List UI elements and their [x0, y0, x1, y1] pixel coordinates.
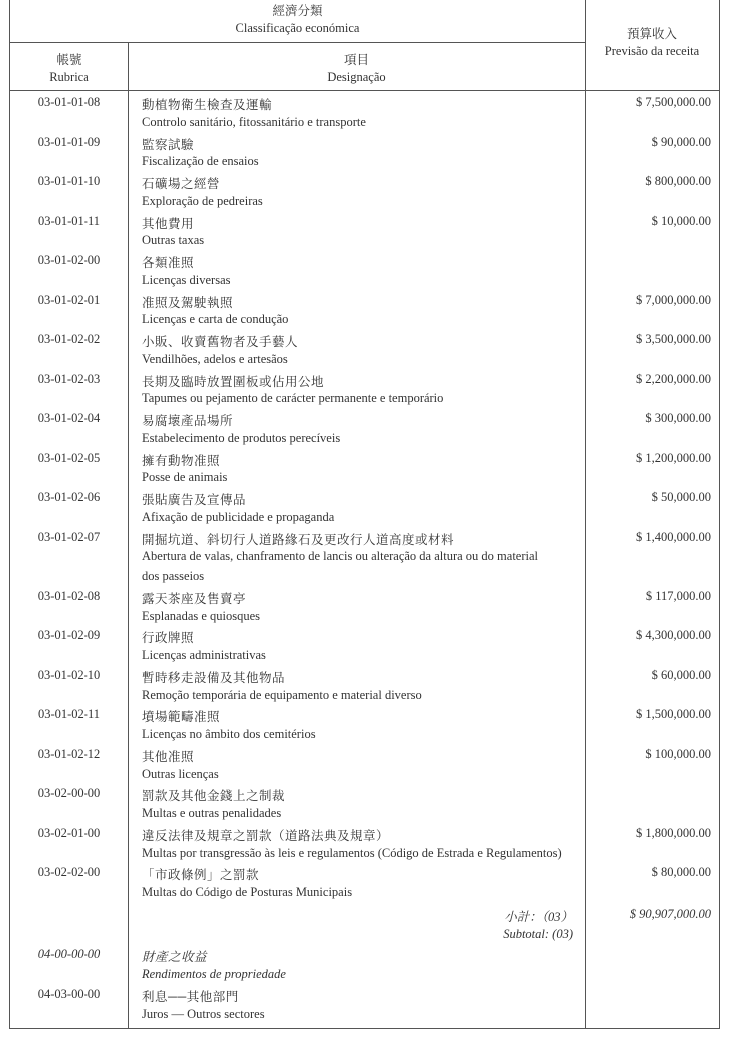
row-designation-zh: 准照及駕駛執照 [142, 295, 234, 310]
row-designation-zh: 張貼廣告及宣傳品 [142, 493, 247, 507]
row-code: 03-01-02-10 [37, 667, 101, 682]
header-previsao [585, 26, 719, 60]
row-designation-pt: Posse de animais [142, 470, 228, 485]
row-amount: $ 60,000.00 [651, 667, 711, 682]
row-code: 03-01-01-09 [37, 134, 101, 149]
header-designacao [128, 52, 585, 86]
row-designation-zh: 暫時移走設備及其他物品 [142, 670, 286, 685]
header-rubrica [10, 52, 128, 86]
row-designation-pt: Fiscalização de ensaios [142, 154, 259, 169]
row-designation-zh: 露天茶座及售賣亭 [142, 591, 247, 606]
row-designation-pt: Multas por transgressão às leis e regulamentos (Código de Estrada e Regulamentos) [142, 845, 562, 860]
row-designation-pt: Estabelecimento de produtos perecíveis [142, 430, 341, 445]
row-amount: $ 7,500,000.00 [636, 95, 711, 109]
row-designation-zh: 違反法律及規章之罰款（道路法典及規章） [142, 828, 390, 843]
row-code: 03-01-02-02 [37, 332, 101, 346]
subtotal-label-zh: 小計：（03） [504, 910, 573, 924]
row-code: 03-01-02-08 [37, 588, 101, 603]
row-designation-pt: dos passeios [142, 569, 205, 583]
row-amount: $ 117,000.00 [645, 588, 711, 603]
header-designacao-zh: 項目 [343, 53, 369, 67]
row-designation-zh: 小販、收賣舊物者及手藝人 [142, 335, 299, 349]
row-amount: $ 4,300,000.00 [636, 628, 711, 643]
row-designation-zh: 開掘坑道、斜切行人道路緣石及更改行人道高度或材料 [142, 532, 455, 547]
row-code: 03-01-01-10 [37, 174, 101, 188]
row-designation-zh: 其他准照 [142, 749, 195, 764]
row-designation-pt: Multas do Código de Posturas Municipais [142, 885, 353, 899]
row-designation-zh: 墳場範疇准照 [142, 710, 221, 725]
row-designation-pt: Exploração de pedreiras [142, 193, 263, 208]
row-designation-pt: Esplanadas e quiosques [142, 608, 261, 623]
row-designation-pt: Licenças no âmbito dos cemitérios [142, 727, 316, 741]
row-designation-pt: Controlo sanitário, fitossanitário e transporte [142, 114, 366, 129]
row-code: 03-01-02-07 [37, 529, 101, 544]
header-rule-classification [10, 42, 585, 43]
row-amount: $ 300,000.00 [645, 411, 711, 425]
row-code: 03-01-02-12 [37, 746, 101, 761]
row-designation-zh: 監察試驗 [142, 137, 195, 152]
row-code: 04-00-00-00 [37, 947, 101, 961]
row-code: 03-01-02-01 [37, 292, 101, 307]
row-code: 03-02-02-00 [37, 865, 101, 880]
row-designation-zh: 動植物衛生檢查及運輸 [142, 98, 273, 112]
row-designation-zh: 罰款及其他金錢上之制裁 [142, 789, 286, 804]
row-designation-zh: 石礦場之經營 [142, 177, 221, 191]
row-designation-pt: Licenças e carta de condução [142, 312, 289, 327]
row-designation-pt: Vendilhões, adelos e artesãos [142, 351, 288, 366]
row-code: 03-01-02-03 [37, 371, 101, 386]
row-designation-pt: Tapumes ou pejamento de carácter permanente e temporário [142, 391, 444, 406]
row-amount: $ 10,000.00 [651, 213, 711, 228]
row-code: 04-03-00-00 [37, 987, 101, 1001]
row-designation-pt: Multas e outras penalidades [142, 806, 282, 820]
row-designation-zh: 長期及臨時放置圍板或佔用公地 [142, 374, 325, 389]
row-designation-zh: 其他費用 [142, 216, 195, 231]
row-designation-pt: Licenças administrativas [142, 648, 266, 662]
header-rubrica-pt: Rubrica [49, 70, 89, 84]
row-code: 03-01-02-05 [37, 450, 101, 465]
row-designation-pt: Abertura de valas, chanframento de lancis ou alteração da altura ou do material [142, 549, 538, 564]
row-amount: $ 1,400,000.00 [636, 529, 711, 544]
subtotal-amount: $ 90,907,000.00 [629, 907, 711, 921]
row-code: 03-01-02-00 [37, 253, 101, 267]
header-previsao-zh: 預算收入 [626, 27, 677, 41]
row-code: 03-02-00-00 [37, 786, 101, 801]
header-classification-zh: 經濟分類 [272, 4, 323, 18]
row-code: 03-01-01-11 [37, 213, 101, 228]
column-divider-previsao [585, 0, 586, 1028]
revenue-table [9, 0, 720, 1029]
header-classification [10, 3, 585, 37]
row-amount: $ 100,000.00 [645, 746, 711, 761]
row-designation-zh: 易腐壞產品場所 [142, 414, 234, 428]
row-code: 03-01-02-11 [37, 707, 101, 722]
row-designation-zh: 擁有動物准照 [142, 453, 221, 468]
header-designacao-pt: Designação [327, 70, 386, 84]
row-designation-pt: Juros — Outros sectores [142, 1006, 265, 1021]
row-amount: $ 800,000.00 [645, 174, 711, 188]
row-code: 03-01-02-09 [37, 628, 101, 643]
row-amount: $ 50,000.00 [651, 490, 711, 504]
row-amount: $ 1,200,000.00 [636, 450, 711, 465]
subtotal-label-pt: Subtotal: (03) [503, 927, 573, 941]
row-designation-pt: Outras taxas [142, 233, 205, 248]
row-designation-zh: 財產之收益 [142, 950, 208, 964]
row-amount: $ 3,500,000.00 [636, 332, 711, 346]
row-designation-zh: 利息──其他部門 [142, 990, 239, 1004]
row-designation-pt: Afixação de publicidade e propaganda [142, 509, 335, 524]
header-rule-bottom [10, 90, 719, 91]
row-designation-pt: Licenças diversas [142, 272, 231, 287]
row-designation-zh: 行政牌照 [142, 631, 195, 646]
row-designation-pt: Rendimentos de propriedade [142, 966, 286, 981]
row-amount: $ 1,500,000.00 [636, 707, 711, 722]
header-classification-pt: Classificação económica [235, 21, 360, 35]
row-amount: $ 90,000.00 [651, 134, 711, 149]
header-rubrica-zh: 帳號 [56, 53, 82, 67]
row-designation-zh: 各類准照 [142, 256, 195, 270]
row-designation-zh: 「市政條例」之罰款 [142, 868, 260, 883]
row-code: 03-01-02-04 [37, 411, 101, 425]
row-designation-pt: Remoção temporária de equipamento e material diverso [142, 687, 422, 702]
row-designation-pt: Outras licenças [142, 766, 219, 781]
column-divider-rubrica [128, 42, 129, 1028]
header-previsao-pt: Previsão da receita [604, 44, 700, 58]
row-amount: $ 7,000,000.00 [636, 292, 711, 307]
row-amount: $ 80,000.00 [651, 865, 711, 880]
row-code: 03-02-01-00 [37, 825, 101, 840]
row-amount: $ 2,200,000.00 [636, 371, 711, 386]
row-amount: $ 1,800,000.00 [636, 825, 711, 840]
row-code: 03-01-02-06 [37, 490, 101, 504]
row-code: 03-01-01-08 [37, 95, 101, 109]
